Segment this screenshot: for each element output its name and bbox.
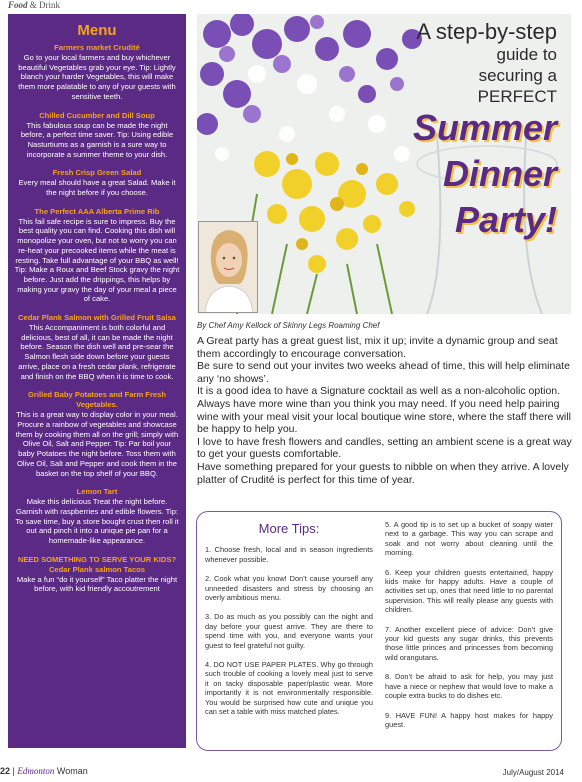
menu-item xyxy=(14,168,180,197)
tips-title: More Tips: xyxy=(258,521,320,536)
menu-item xyxy=(14,487,180,546)
headline-big: Summer xyxy=(412,107,557,148)
article-paragraph: It is a good idea to have a Signature cocktail as well as a non-alcoholic option. Always have more wine than you think you may need. If you need help pairing wine with your meal visit your local boutique wine store, where the staff there will be happy to help you. xyxy=(197,385,571,436)
menu-title: Menu xyxy=(77,22,117,39)
footer-separator: | xyxy=(10,766,18,776)
chef-portrait xyxy=(198,221,258,313)
tip-item: 7. Another excellent piece of advice: Don’t give your kid guests any sugar drinks, this prevents those little princes and princesses from becoming wild orangutans. xyxy=(385,624,553,662)
article-paragraph: A Great party has a great guest list, mix it up; invite a dynamic group and seat them accordingly to encourage conversation. xyxy=(197,335,558,360)
tip-item: 5. A good tip is to set up a bucket of soapy water next to a garbage. This way you can scrape and soak and not worry about cleaning until the morning. xyxy=(385,520,553,558)
menu-item xyxy=(14,555,180,594)
menu-item-body: Every meal should have a great Salad. Make it the night before if you choose. xyxy=(18,178,176,198)
menu-item-body: This is a great way to display color in your meal. Procure a rainbow of vegetables and showcase them by cooking them all on the grill; simply with Olive Oil, Salt and Pepper. Tip: Par boil your baby Potatoes the night before. Toss them with Olive Oil, Salt and Pepper and cook them in the basket on the top shelf of your BBQ. xyxy=(15,410,179,478)
headline-big: Party! xyxy=(454,199,557,240)
tip-item: 2. Cook what you know! Don’t cause yourself any unneeded disasters and stress by choosing an overly ambitious menu. xyxy=(205,574,373,603)
menu-item-title: Chilled Cucumber and Dill Soup xyxy=(39,110,155,120)
menu-item-title: The Perfect AAA Alberta Prime Rib xyxy=(34,206,160,216)
tips-column-right xyxy=(385,520,553,750)
menu-item xyxy=(14,207,180,304)
section-name: Food xyxy=(8,0,28,10)
article-paragraph: Be sure to send out your invites two weeks ahead of time, this will help eliminate any ‘no shows’. xyxy=(197,360,570,385)
menu-item-body: This fabulous soup can be made the night before, a perfect time saver. Tip: Using edible Nasturtiums as a garnish is a sure way to incorporate a summer theme to your dish. xyxy=(20,120,174,159)
footer-left xyxy=(0,766,88,776)
article-paragraph: I love to have fresh flowers and candles, setting an ambient scene is a great way to get your guests comfortable. xyxy=(197,435,572,461)
menu-item xyxy=(14,313,180,381)
tip-item: 6. Keep your children guests entertained, happy kids make for happy adults. Have a couple of activities set up, ones that need little to no parental supervision. This will really please any guests with children. xyxy=(385,567,553,615)
headline-line: PERFECT xyxy=(477,87,557,106)
headline-line: securing a xyxy=(478,66,557,85)
menu-item xyxy=(14,111,180,160)
tips-column-left xyxy=(205,520,373,750)
menu-item-title: Farmers market Crudité xyxy=(54,43,140,52)
menu-item xyxy=(14,43,180,102)
tip-item: 8. Don’t be afraid to ask for help, you may just have a niece or nephew that would love to make a couple extra bucks to do dishes etc. xyxy=(385,672,553,701)
menu-item xyxy=(14,390,180,478)
byline: By Chef Amy Kellock of Skinny Legs Roaming Chef xyxy=(197,321,380,330)
menu-item-body: Go to your local farmers and buy whichever beautiful Vegetables grab your eye. Tip: Lightly blanch your harder Vegetables, this will make them more palatable to any of your guests with sensitive teeth. xyxy=(18,53,176,101)
tip-item: 1. Choose fresh, local and in season ingredients whenever possible. xyxy=(205,545,373,564)
article-body xyxy=(197,335,573,486)
menu-item-title: Grilled Baby Potatoes and Farm Fresh Vegetables. xyxy=(28,390,166,410)
headline-big: Dinner xyxy=(442,153,557,194)
section-name-rest: & Drink xyxy=(27,0,61,10)
magazine-name: Edmonton xyxy=(17,766,55,776)
tip-item: 3. Do as much as you possibly can the night and day before your guest arrive. They are there to spend time with you, and everyone wants your guest to feel grateful not guilty. xyxy=(205,612,373,650)
menu-item-body: Make this delicious Treat the night before. Garnish with raspberries and edible flowers. Tip: To save time, buy a store bought crust then roll it out and pinch it into a unique pie pan for a homemade-like appearance. xyxy=(15,497,179,546)
headline-line: guide to xyxy=(496,45,557,64)
page-number: 22 xyxy=(0,766,11,776)
menu-item-title: Fresh Crisp Green Salad xyxy=(52,168,142,178)
tip-item: 4. DO NOT USE PAPER PLATES. Why go through such trouble of cooking a lovely meal just to serve it on tacky disposable paper/plastic wear. More importantly it is not environmentally responsible. You would be surprised how cute and unique you can set a table with miss matched plates. xyxy=(205,660,373,717)
magazine-name-rest: Woman xyxy=(54,766,88,776)
menu-item-title: NEED SOMETHING TO SERVE YOUR KIDS? Cedar Plank salmon Tacos xyxy=(17,554,177,574)
menu-item-body: This Accompaniment is both colorful and delicious, best of all, it can be made the night before. Season the dish well and pre-sear the Salmon flesh side down before your guests arrive, place on a fresh cedar plank, refrigerate and finish on the BBQ when it is time to cook. xyxy=(18,323,176,381)
issue-date: July/August 2014 xyxy=(502,768,564,777)
chef-portrait-icon xyxy=(199,222,258,313)
tip-item: 9. HAVE FUN! A happy host makes for happy guest. xyxy=(385,710,553,729)
headline-line: A step-by-step xyxy=(416,19,557,44)
menu-item-body: Make a fun “do it yourself” Taco platter the night before, with kid friendly accoutrement xyxy=(16,574,178,594)
menu-item-title: Cedar Plank Salmon with Grilled Fruit Salsa xyxy=(18,313,176,323)
menu-item-body: This fail safe recipe is sure to impress. Buy the best quality you can find. Cooking this dish will monopolize your oven, but not to worry you can re-heat your precooked items while the meat is resting. Take full advantage of your BBQ as well! Tip: Make a Roux and Beef Stock gravy the night before. Just add the drippings, this helps by making your gravy the day of your meal a piece of cake. xyxy=(14,216,180,304)
menu-item-title: Lemon Tart xyxy=(76,487,118,497)
article-paragraph: Have something prepared for your guests to nibble on when they arrive. A lovely platter of Crudité is perfect for this time of year. xyxy=(197,460,569,486)
menu-sidebar xyxy=(8,14,186,748)
section-header xyxy=(8,0,60,12)
headline-intro xyxy=(416,20,557,107)
more-tips-box xyxy=(196,511,562,751)
